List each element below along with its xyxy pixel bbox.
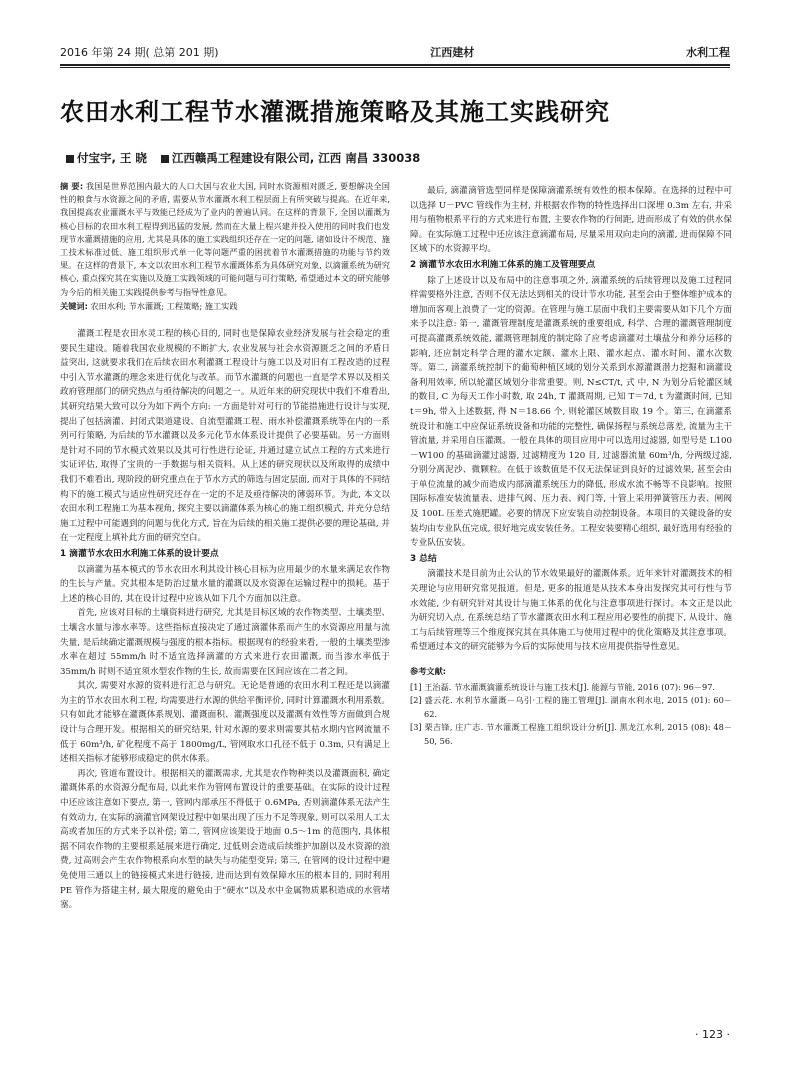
issue-info: 2016 年第 24 期( 总第 201 期) <box>60 46 219 59</box>
reference-item: [1] 王治磊. 节水灌溉滴灌系统设计与施工技术[J]. 能源与节能, 2016 (07): 96－97. <box>410 681 716 692</box>
abstract <box>60 180 390 299</box>
section-3-paragraph: 滴灌技术是目前为止公认的节水效果最好的灌溉体系。近年来针对灌溉技术的相关理论与应用研究常见报道。但是, 更多的报道是从技术本身出发探究其可行性与节水效能, 少有研究针对其设计与施工体系的优化与注意事项进行探讨。本文正是以此为研究切入点, 在系统总结了节水灌溉农田水利工程应用必要性的前提下, 从设计、施工与后续管理等三个维度探究其在具体施工与使用过程中的优化策略及其注意事项。希望通过本文的研究能够为今后的实际使用与技术应用提供指导性意见。 <box>410 569 732 653</box>
authors: 付宝宇, 王 晓 <box>66 150 147 166</box>
left-column <box>60 180 390 913</box>
affiliation: 江西赣禹工程建设有限公司, 江西 南昌 330038 <box>161 150 420 166</box>
keywords-text: 农田水利; 节水灌溉; 工程策略; 施工实践 <box>90 300 238 311</box>
right-column <box>410 184 732 749</box>
section-1-paragraph: 首先, 应该对目标的土壤资料进行研究, 尤其是目标区域的农作物类型、土壤类型、土壤含水量与渗水率等。这些指标直接决定了通过滴灌体系而产生的水资源应用量与流失量, 是后续确定灌溉规模与强度的根本指标。根据现有的经验来看, 一般的土壤类型渗水率在超过 55mm/h 时不适宜选择滴灌的方式来进行农田灌溉, 而当渗水率低于 35mm/h 时则不适宜须水型农作物的生长, 故而需要在区间应该在二者之间。 <box>60 608 390 677</box>
references-heading: 参考文献: <box>410 666 447 676</box>
section-name: 水利工程 <box>686 46 730 59</box>
keywords <box>60 300 390 313</box>
abstract-label: 摘 要: <box>60 181 84 191</box>
journal-name: 江西建材 <box>430 46 475 59</box>
section-1-heading: 1 滴灌节水农田水利施工体系的设计要点 <box>60 548 219 559</box>
reference-item: [3] 栗吉锋, 庄广志. 节水灌溉工程施工组织设计分析[J]. 黑龙江水利, 2015 (08): 48－50, 56. <box>410 722 732 746</box>
header-rule-thin <box>60 67 730 68</box>
keywords-label: 关键词: <box>60 300 88 311</box>
section-3-heading: 3 总结 <box>410 553 437 564</box>
reference-item: [2] 盛云花. 水利节水灌溉－乌引·工程的施工管理[J]. 湖南水利水电, 2015 (01): 60－62. <box>410 695 732 719</box>
abstract-text: 我国是世界范围内最大的人口大国与农业大国, 同时水资源相对匮乏, 要想解决全国性的粮食与水资源之间的矛盾, 需要从节水灌溉水利工程层面上有所突破与提高。在近年来, 我国提高农业灌溉水平与效能已经成为了业内的普遍认同。在这样的背景下, 全国以灌溉为核心目标的农田水利工程得到迅猛的发展, 然而在大量上程兴建并投入使用的同时我们也发现节水灌溉措施的应用, 尤其是具体的施工实践组织还存在一定的问题, 诸如设计不规范、施工技术标准过低、施工组织形式单一化等问题严重的困扰着节水灌溉措施的功能与节约效果。在这样的背景下, 本文以农田水利工程节水灌溉体系为具体研究对象, 以滴灌系统为研究核心, 重点探究其在实施以及施工实践领域的可能问题与可行策略, 希望通过本文的研究能够为今后的相关施工实践提供参考与指导性意见。 <box>60 181 390 297</box>
article-title: 农田水利工程节水灌溉措施策略及其施工实践研究 <box>60 98 610 126</box>
section-1-paragraph: 最后, 滴灌滴管选型同样是保障滴灌系统有效性的根本保障。在选择的过程中可以选择 U－PVC 管线作为主材, 并根据农作物的特性选择出口深埋 0.3m 左右, 并采用与植物根系平行的方式来进行布置, 主要农作物的行间距, 进而形成了有效的供水保障。在实际施工过程中还应该注意滴灌布局, 尽量采用双向走向的滴灌, 进而保障不同区域下的水资源平均。 <box>410 186 732 255</box>
page-number: · 123 · <box>695 1028 730 1041</box>
author-marker-icon <box>66 155 74 163</box>
section-2-paragraph: 除了上述设计以及布局中的注意事项之外, 滴灌系统的后续管理以及施工过程同样需要格外注意, 否则不仅无法达到相关的设计节水功能, 甚至会由于整体维护成本的增加而客观上浪费了一定的资源。在管理与施工层面中我们主要需要从如下几个方面来予以注意: 第一, 灌溉管理制度是灌溉系统的重要组成, 科学、合理的灌溉管理制度可提高灌溉系统效能, 灌溉管理制度的制定除了应考虑滴灌对土壤盐分和养分运移的影响, 还应制定科学合理的灌水定额、灌水上限、灌水起点、灌水时间、灌水次数等。第二, 滴灌系统控制下的葡萄种植区域的划分关系到水源灌溉潜力挖掘和滴灌设备利用效率, 所以轮灌区域划分非常重要。则, N≤CT/t, 式 中, N 为划分后轮灌区域的数目, C 为每天工作小时数, 取 24h, T 灌溉周期, 已知 T＝7d, t 为灌溉时间, 已知 t＝9h, 带入上述数据, 得 N＝18.66 个, 则轮灌区域数目取 19 个。第三, 在滴灌系统设计和施工中应保证系统设备和功能的完整性, 确保扬程与系统总落差, 流量为主干管流量, 并采用自压灌溉。一般在具体的项目应用中可以选用过滤器, 如型号是 L100－W100 的基础滴灌过滤器, 过滤精度为 120 目, 过滤器流量 60m³/h, 分两级过滤, 分别分离泥沙、微颗粒。在低于该数值是不仅无法保证到良好的过滤效果, 甚至会由于单位流量的减少而造成内部滴灌系统压力的降低, 形成水流不畅等不良影响。按照国际标准安装流量表、进排气阀、压力表、阀门等, 十管上采用弹簧管压力表、闸阀及 100L 压差式施肥罐。必要的情况下应安装自动控制设备。本项目的关键设备的安装均由专业队伍完成, 很好地完成安装任务。工程安装要精心组织, 最好选用有经验的专业队伍安装。 <box>410 275 732 549</box>
section-1-paragraph: 其次, 需要对水源的资料进行汇总与研究。无论是普通的农田水利工程还是以滴灌为主的节水农田水利工程, 均需要进行水源的供给平衡评价, 同时计算灌溉水利用系数。只有如此才能够在灌溉体系规划、灌溉面积、灌溉强度以及灌溉有效性等方面做到合规设计与合理开发。根据相关的研究结果, 针对水源的要求则需要其枯水期内官网流量不低于 60m³/h, 矿化程度不高于 1800mg/L, 管网取水口孔径不低于 0.3m, 只有满足上述相关指标才能够形成稳定的供水体系。 <box>60 681 390 765</box>
running-header <box>60 40 730 64</box>
introduction <box>60 327 390 546</box>
section-1-paragraph: 再次, 管道布置设计。根据相关的灌溉需求, 尤其是农作物种类以及灌溉面积, 确定灌溉体系的水资源分配布局, 以此来作为管网布置设计的重要基础。在实际的设计过程中还应该注意如下要点, 第一, 管网内部承压不得低于 0.6MPa, 否则滴灌体系无法产生有效动力, 在实际的滴灌官网架设过程中如果出现了压力不足等现象, 则可以采用人工太高或者加压的方式来予以补偿; 第二, 管网应该架设于地面 0.5～1m 的范围内, 具体根据不同农作物的主要根系延展来进行确定, 过低则会造成后续维护加剧以及水资源的浪费, 过高则会产生农作物根系向水型的缺失与功能型变异; 第三, 在管网的设计过程中避免使用三通以上的链接模式来进行链接, 进而达到有效保障水压的根本目的, 同时利用 PE 管作为搭建主材, 最大限度的避免由于“硬水”以及水中金属物质累积造成的水管堵塞。 <box>60 768 390 911</box>
intro-paragraph: 灌溉工程是农田水灵工程的核心目的, 同时也是保障农业经济发展与社会稳定的重要民生建设。随着我国农业规模的不断扩大, 农业发展与社会水资源匮乏之间的矛盾日益突出, 这就要求我们在后续农田水利灌溉工程设计与施工以及对旧有工程改造的过程中引入节水灌溉的理念来进行优化与改革。而节水灌溉的问题也一直是学术界以及相关政府管理部门的研究热点与亟待解决的问题之一。从近年来的研究现状中我们不难看出, 其研究结果大致可以分为如下两个方向: 一方面是针对可行的节能措施进行设计与实现, 提出了包括滴灌、封闭式渠道建设、自流型灌溉工程、雨水补偿灌溉系统等在内的一系列可行策略, 为后续的节水灌溉以及多元化节水体系设计提供了必要基础。另一方面则是针对不同的节水模式效果以及其可行性进行论证, 并通过建立试点工程的方式来进行实证评估, 取得了宝贵的一手数据与相关资料。从上述的研究现状以及所取得的成绩中我们不难看出, 现阶段的研究重点在于节水方式的筛选与固定层面, 而对于具体的不同结构下的施工模式与适应性研究还存在一定的不足及亟待解决的薄弱环节。为此, 本文以农田水利工程施工为基本视角, 探究主要以滴灌体系为核心的施工组织模式, 并充分总结施工过程中可能遇到的问题与优化方式, 旨在为后续的相关施工提供必要的理论基础, 并在一定程度上填补此方面的研究空白。 <box>60 329 390 544</box>
section-1-paragraph: 以滴灌为基本模式的节水农田水利其设计核心目标为应用最少的水量来满足农作物的生长与产量。究其根本是防治过量水量的灌溉以及水资源在运输过程中的损耗。基于上述的核心目的, 其在设计过程中应该从如下几个方面加以注意。 <box>60 564 390 604</box>
section-2-heading: 2 滴灌节水农田水利施工体系的施工及管理要点 <box>410 259 596 270</box>
author-line <box>66 150 730 166</box>
affiliation-marker-icon <box>161 155 169 163</box>
references <box>410 665 732 749</box>
header-rule <box>60 64 730 66</box>
